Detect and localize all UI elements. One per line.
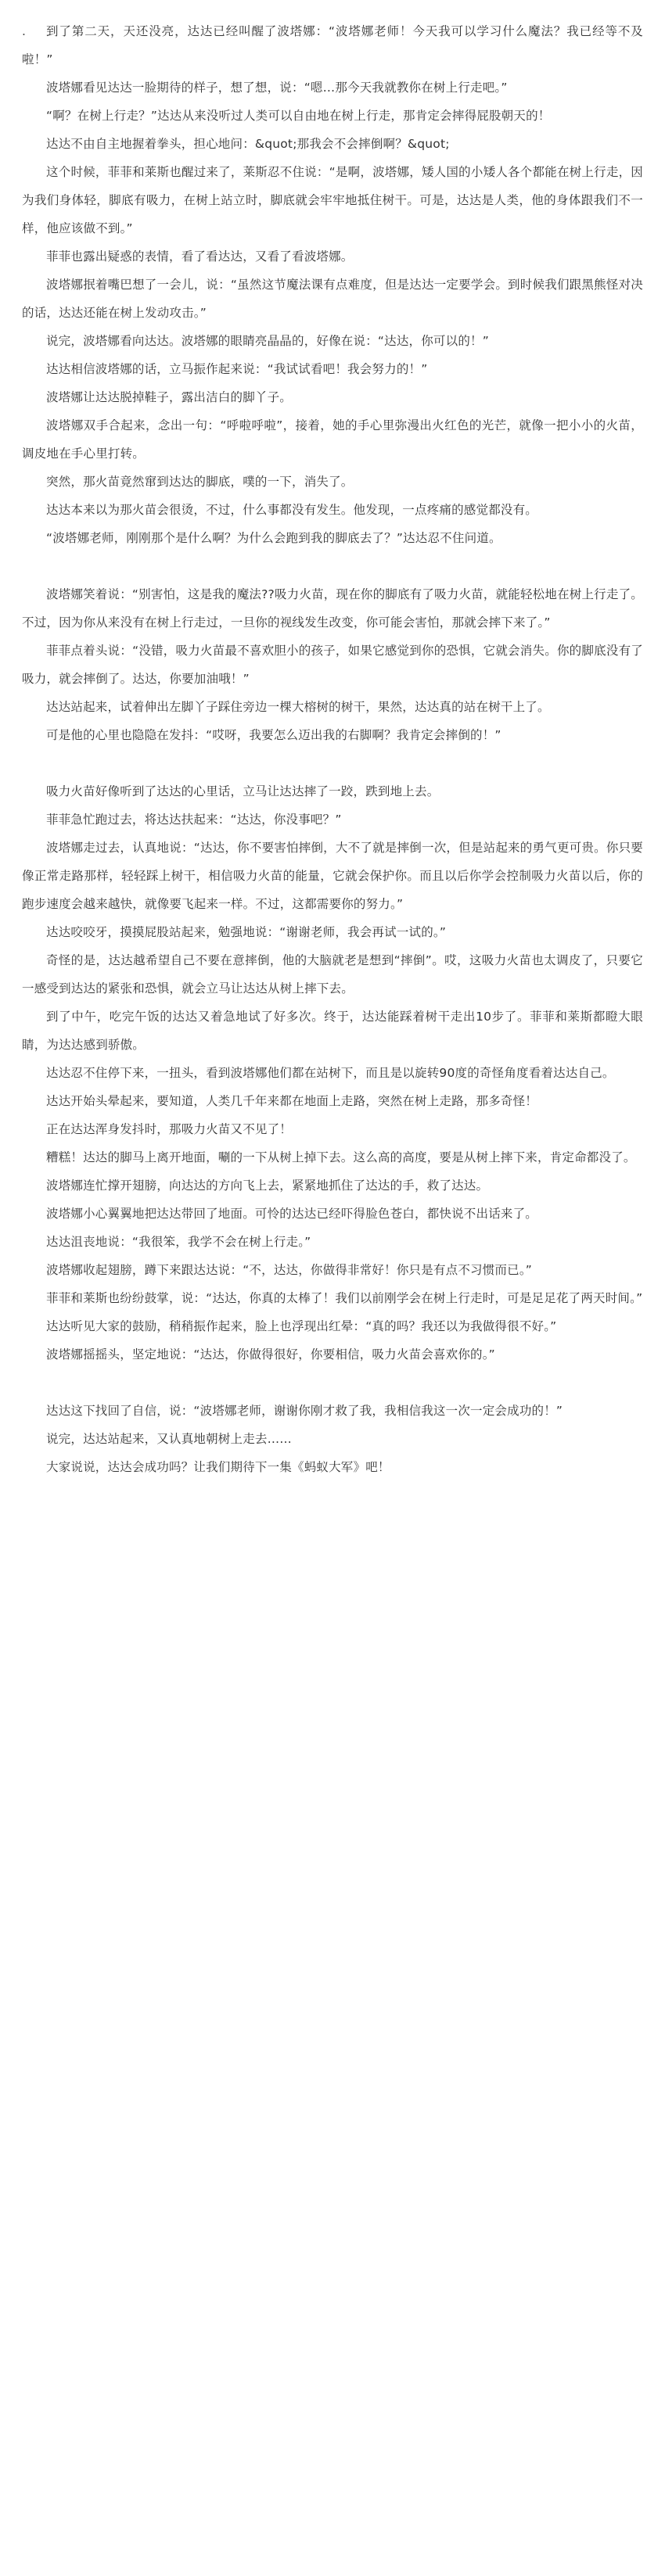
paragraph: 达达咬咬牙，摸摸屁股站起来，勉强地说：“谢谢老师，我会再试一试的。” [46, 925, 447, 939]
paragraph: 糟糕！达达的脚马上离开地面，唰的一下从树上掉下去。这么高的高度，要是从树上摔下来，肯定命都没了。 [46, 1150, 636, 1164]
paragraph: 突然，那火苗竟然窜到达达的脚底，噗的一下，消失了。 [46, 475, 354, 489]
lead-mark: . [22, 24, 26, 38]
paragraph: 大家说说，达达会成功吗？让我们期待下一集《蚂蚁大军》吧！ [46, 1460, 390, 1474]
paragraph: 到了第二天，天还没亮，达达已经叫醒了波塔娜：“波塔娜老师！今天我可以学习什么魔法？我已经等不及啦！” [22, 24, 643, 66]
paragraph: 波塔娜摇摇头，坚定地说：“达达，你做得很好，你要相信，吸力火苗会喜欢你的。” [46, 1347, 495, 1362]
paragraph: 这个时候，菲菲和莱斯也醒过来了，莱斯忍不住说：“是啊，波塔娜，矮人国的小矮人各个都能在树上行走，因为我们身体轻，脚底有吸力，在树上站立时，脚底就会牢牢地抵住树干。可是，达达是人类，他的身体跟我们不一样，他应该做不到。” [22, 165, 643, 235]
paragraph: 菲菲和莱斯也纷纷鼓掌，说：“达达，你真的太棒了！我们以前刚学会在树上行走时，可是足足花了两天时间。” [46, 1291, 643, 1305]
paragraph: 达达忍不住停下来，一扭头，看到波塔娜他们都在站树下，而且是以旋转90度的奇怪角度看着达达自己。 [46, 1066, 615, 1080]
paragraph: 波塔娜走过去，认真地说：“达达，你不要害怕摔倒，大不了就是摔倒一次，但是站起来的勇气更可贵。你只要像正常走路那样，轻轻踩上树干，相信吸力火苗的能量，它就会保护你。而且以后你学会控制吸力火苗以后，你的跑步速度会越来越快，就像要飞起来一样。不过，这都需要你的努力。” [22, 841, 643, 911]
paragraph: 波塔娜收起翅膀，蹲下来跟达达说：“不，达达，你做得非常好！你只是有点不习惯而已。” [46, 1263, 533, 1277]
paragraph: 奇怪的是，达达越希望自己不要在意摔倒，他的大脑就老是想到“摔倒”。哎，这吸力火苗也太调皮了，只要它一感受到达达的紧张和恐惧，就会立马让达达从树上摔下去。 [22, 953, 643, 996]
paragraph: 波塔娜看见达达一脸期待的样子，想了想，说：“嗯…那今天我就教你在树上行走吧。” [46, 81, 508, 95]
paragraph: 菲菲点着头说：“没错，吸力火苗最不喜欢胆小的孩子，如果它感觉到你的恐惧，它就会消失。你的脚底没有了吸力，就会摔倒了。达达，你要加油哦！” [22, 644, 643, 686]
paragraph: 说完，达达站起来，又认真地朝树上走去…… [46, 1432, 293, 1446]
paragraph: “波塔娜老师，刚刚那个是什么啊？为什么会跑到我的脚底去了？”达达忍不住问道。 [46, 531, 501, 545]
paragraph: 波塔娜抿着嘴巴想了一会儿，说：“虽然这节魔法课有点难度，但是达达一定要学会。到时候我们跟黑熊怪对决的话，达达还能在树上发动攻击。” [22, 278, 643, 320]
paragraph: 波塔娜让达达脱掉鞋子，露出洁白的脚丫子。 [46, 390, 293, 404]
paragraph: 菲菲也露出疑惑的表情，看了看达达，又看了看波塔娜。 [46, 249, 354, 264]
paragraph: 达达沮丧地说：“我很笨，我学不会在树上行走。” [46, 1235, 311, 1249]
paragraph: 达达听见大家的鼓励，稍稍振作起来，脸上也浮现出红晕：“真的吗？我还以为我做得很不好。” [46, 1319, 557, 1333]
paragraph: 正在达达浑身发抖时，那吸力火苗又不见了！ [46, 1122, 293, 1136]
paragraph: 波塔娜双手合起来，念出一句：“呼啦呼啦”，接着，她的手心里弥漫出火红色的光芒，就像一把小小的火苗，调皮地在手心里打转。 [22, 418, 643, 461]
paragraph: 吸力火苗好像听到了达达的心里话，立马让达达摔了一跤，跌到地上去。 [46, 784, 440, 798]
paragraph: 说完，波塔娜看向达达。波塔娜的眼睛亮晶晶的，好像在说：“达达，你可以的！” [46, 334, 489, 348]
paragraph: 波塔娜笑着说：“别害怕，这是我的魔法??吸力火苗，现在你的脚底有了吸力火苗，就能轻松地在树上行走了。不过，因为你从来没有在树上行走过，一旦你的视线发生改变，你可能会害怕，那就会摔下来了。” [22, 587, 643, 630]
paragraph: 达达这下找回了自信，说：“波塔娜老师，谢谢你刚才救了我，我相信我这一次一定会成功的！” [46, 1404, 563, 1418]
paragraph: 达达开始头晕起来，要知道，人类几千年来都在地面上走路，突然在树上走路，那多奇怪！ [46, 1094, 538, 1108]
paragraph: 波塔娜小心翼翼地把达达带回了地面。可怜的达达已经吓得脸色苍白，都快说不出话来了。 [46, 1207, 538, 1221]
paragraph: 到了中午，吃完午饭的达达又着急地试了好多次。终于，达达能踩着树干走出10步了。菲菲和莱斯都瞪大眼睛，为达达感到骄傲。 [22, 1010, 643, 1052]
paragraph: 波塔娜连忙撑开翅膀，向达达的方向飞上去，紧紧地抓住了达达的手，救了达达。 [46, 1179, 489, 1193]
paragraph: 可是他的心里也隐隐在发抖：“哎呀，我要怎么迈出我的右脚啊？我肯定会摔倒的！” [46, 728, 501, 742]
paragraph: “啊？在树上行走？”达达从来没听过人类可以自由地在树上行走，那肯定会摔得屁股朝天的！ [46, 109, 551, 123]
paragraph: 达达不由自主地握着拳头，担心地问：&quot;那我会不会摔倒啊？&quot; [46, 137, 450, 151]
story-body [22, 17, 643, 1481]
paragraph: 菲菲急忙跑过去，将达达扶起来：“达达，你没事吧？” [46, 813, 342, 827]
paragraph: 达达站起来，试着伸出左脚丫子踩住旁边一棵大榕树的树干，果然，达达真的站在树干上了。 [46, 700, 550, 714]
paragraph: 达达本来以为那火苗会很烫，不过，什么事都没有发生。他发现，一点疼痛的感觉都没有。 [46, 503, 538, 517]
paragraph: 达达相信波塔娜的话，立马振作起来说：“我试试看吧！我会努力的！” [46, 362, 428, 376]
